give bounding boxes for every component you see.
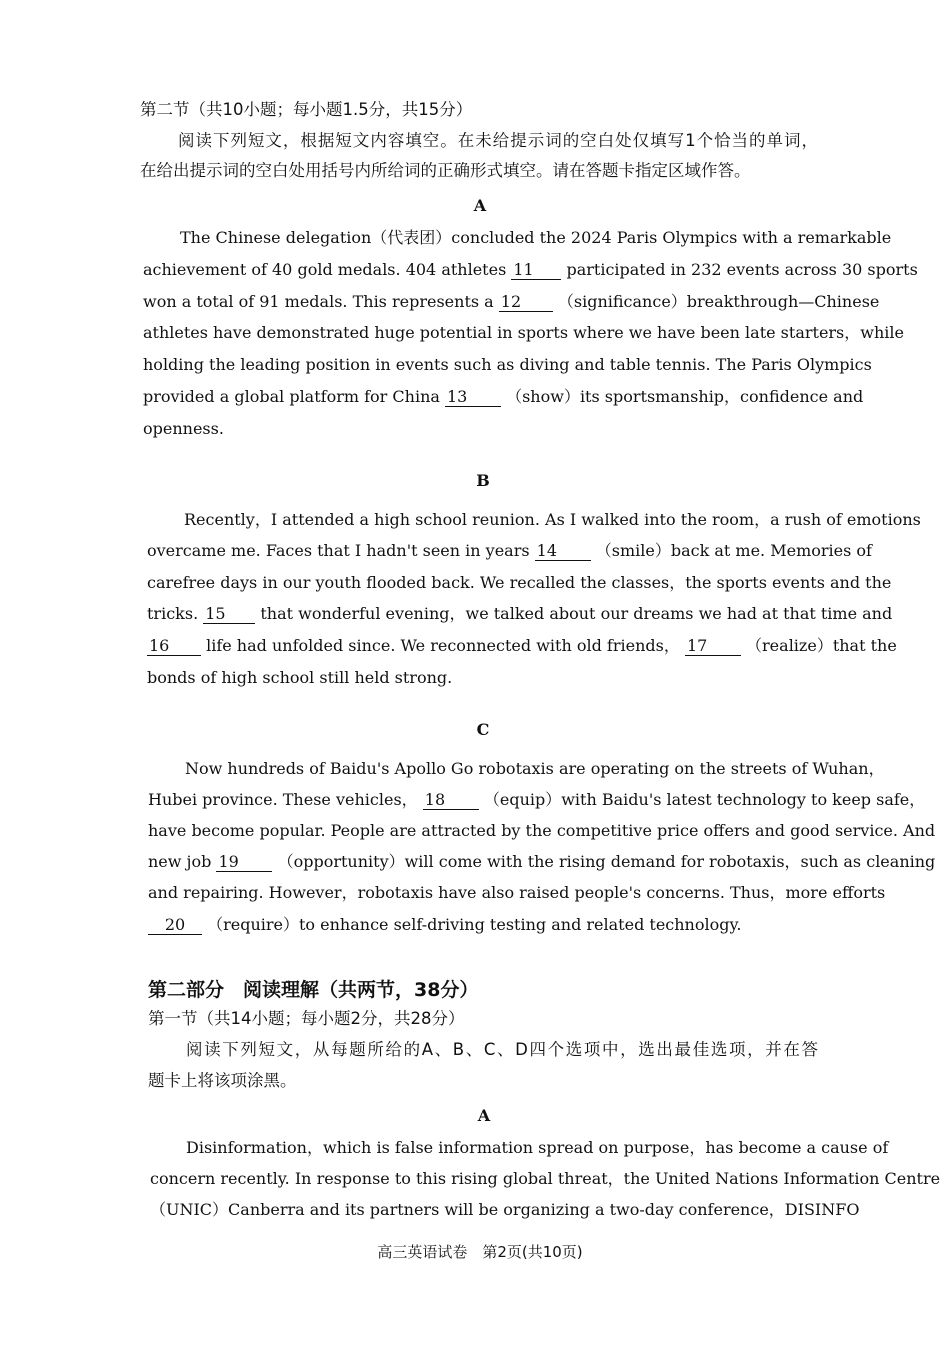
passage-line: athletes have demonstrated huge potential in sports where we have been late starters，while: [143, 323, 904, 342]
blank-18[interactable]: 18: [423, 791, 479, 810]
passage-line: Recently，I attended a high school reunion. As I walked into the room，a rush of emotions: [184, 510, 921, 529]
passage-label: C: [476, 720, 490, 739]
passage-line: Now hundreds of Baidu's Apollo Go robotaxis are operating on the streets of Wuhan，: [185, 759, 885, 778]
passage-line: Hubei province. These vehicles， 18 （equip）with Baidu's latest technology to keep safe，: [148, 790, 926, 809]
blank-17[interactable]: 17: [685, 637, 741, 656]
instruction-line: 题卡上将该项涂黑。: [148, 1071, 297, 1090]
passage-line: 16 life had unfolded since. We reconnected with old friends， 17 （realize）that the: [149, 636, 897, 655]
passage-label: A: [477, 1106, 491, 1125]
section-header: 第一节（共14小题；每小题2分，共28分）: [148, 1009, 465, 1028]
section-header: 第二节（共10小题；每小题1.5分，共15分）: [140, 100, 473, 119]
passage-line: Disinformation，which is false information spread on purpose，has become a cause of: [186, 1138, 889, 1157]
blank-16[interactable]: 16: [147, 637, 201, 656]
passage-line: achievement of 40 gold medals. 404 athletes 11 participated in 232 events across 30 sports: [143, 260, 918, 279]
blank-13[interactable]: 13: [445, 388, 501, 407]
instruction-line: 阅读下列短文，从每题所给的A、B、C、D四个选项中，选出最佳选项，并在答: [186, 1040, 818, 1059]
passage-line: holding the leading position in events such as diving and table tennis. The Paris Olympics: [143, 355, 872, 374]
passage-line: 20 （require）to enhance self-driving testing and related technology.: [148, 915, 742, 935]
passage-line: overcame me. Faces that I hadn't seen in years 14 （smile）back at me. Memories of: [147, 541, 872, 560]
passage-line: The Chinese delegation（代表团）concluded the 2024 Paris Olympics with a remarkable: [180, 228, 892, 247]
part-header: 第二部分 阅读理解（共两节，38分）: [148, 979, 479, 1001]
passage-line: （UNIC）Canberra and its partners will be organizing a two-day conference，DISINFO: [150, 1200, 860, 1219]
passage-line: carefree days in our youth flooded back. We recalled the classes，the sports events and the: [147, 573, 892, 592]
instruction-line: 阅读下列短文，根据短文内容填空。在未给提示词的空白处仅填写1个恰当的单词，: [178, 131, 818, 150]
passage-line: and repairing. However，robotaxis have also raised people's concerns. Thus，more efforts: [148, 883, 886, 902]
passage-line: provided a global platform for China 13 （show）its sportsmanship，confidence and: [143, 387, 864, 406]
passage-line: new job 19 （opportunity）will come with the rising demand for robotaxis，such as cleaning: [148, 852, 936, 871]
passage-line: openness.: [143, 419, 224, 438]
page-footer: 高三英语试卷 第2页(共10页): [377, 1243, 583, 1261]
passage-line: tricks. 15 that wonderful evening，we talked about our dreams we had at that time and: [147, 604, 893, 623]
instruction-line: 在给出提示词的空白处用括号内所给词的正确形式填空。请在答题卡指定区域作答。: [140, 161, 751, 180]
passage-line: won a total of 91 medals. This represents a 12 （significance）breakthrough—Chinese: [143, 292, 880, 311]
blank-15[interactable]: 15: [203, 605, 255, 624]
passage-line: concern recently. In response to this rising global threat，the United Nations Information Centre: [150, 1169, 941, 1188]
blank-14[interactable]: 14: [535, 542, 591, 561]
passage-label: B: [476, 471, 490, 490]
blank-19[interactable]: 19: [216, 853, 272, 872]
blank-12[interactable]: 12: [499, 293, 553, 312]
blank-20[interactable]: 20: [148, 916, 202, 935]
passage-line: have become popular. People are attracted by the competitive price offers and good service. And: [148, 821, 936, 840]
blank-11[interactable]: 11: [511, 261, 561, 280]
passage-label: A: [473, 196, 487, 215]
passage-line: bonds of high school still held strong.: [147, 668, 453, 687]
